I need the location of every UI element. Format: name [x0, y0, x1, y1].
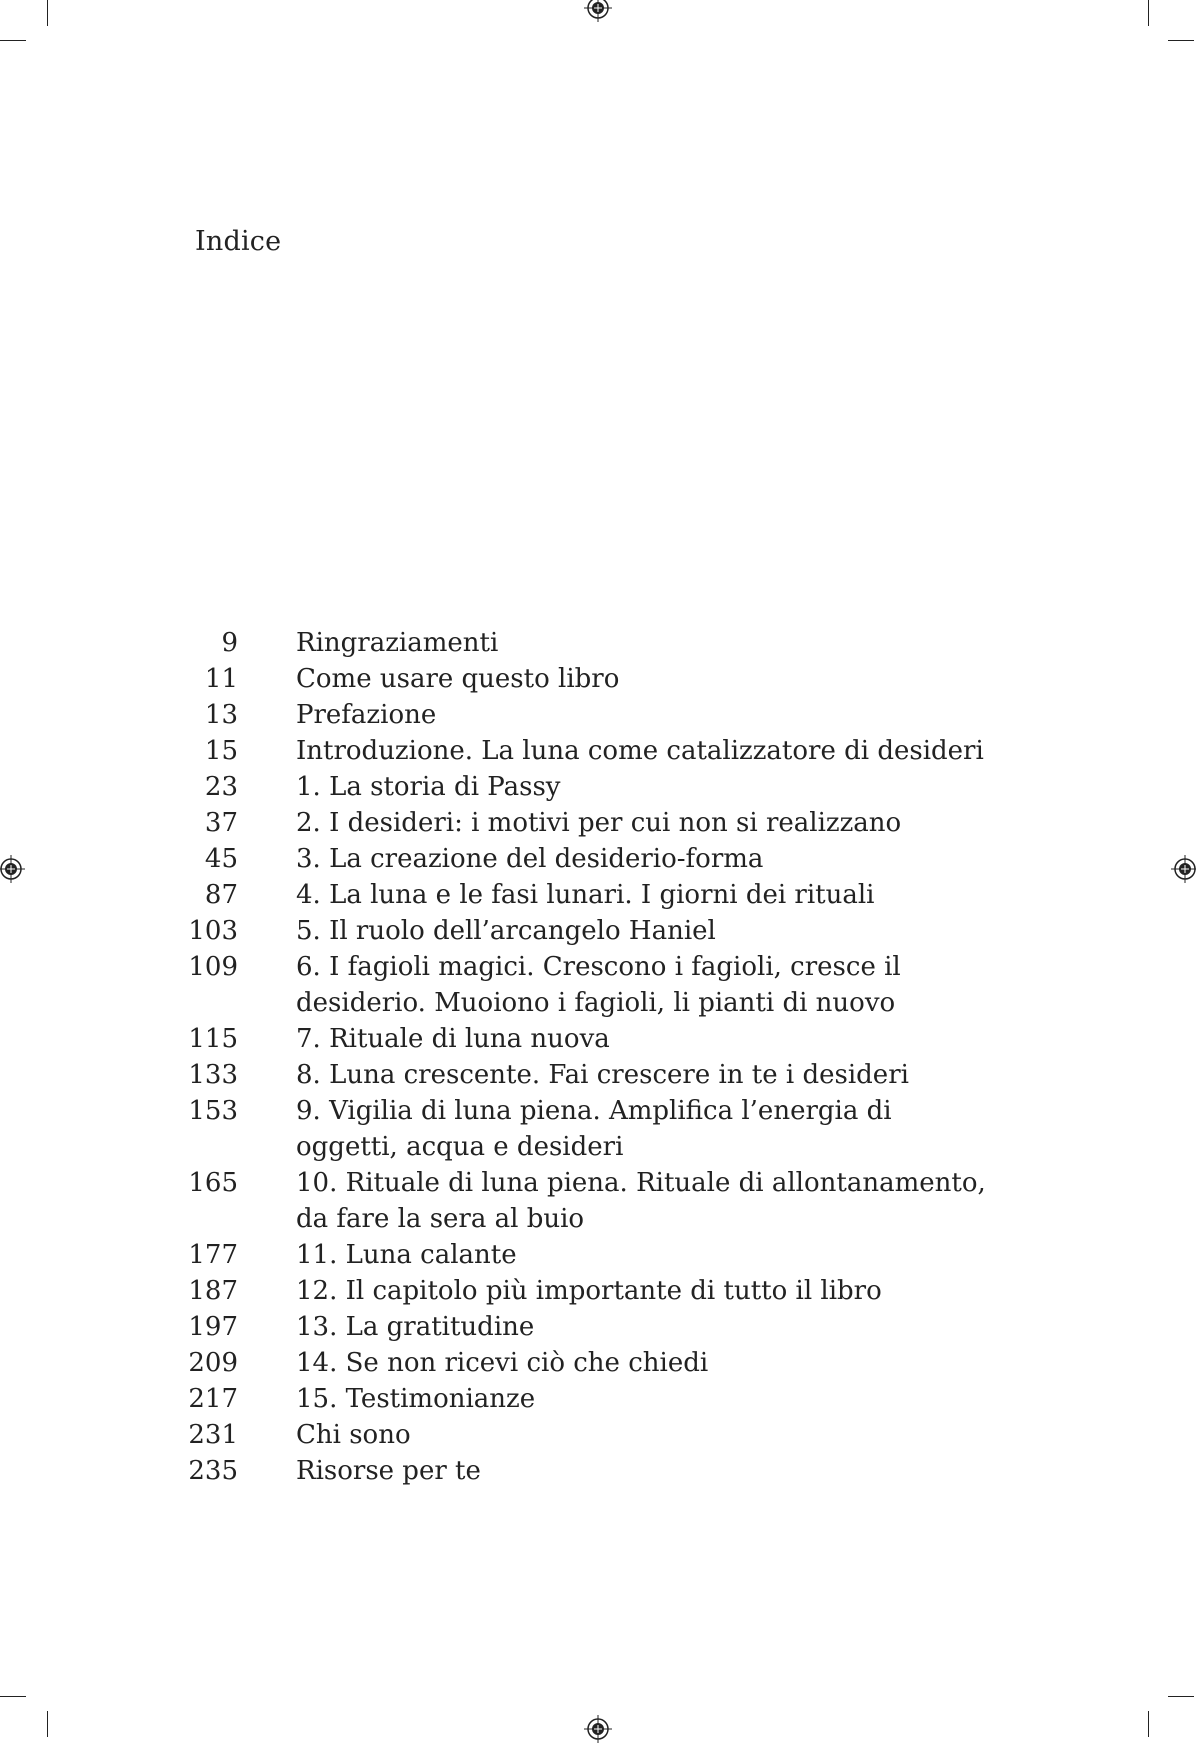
page-title: Indice: [195, 226, 282, 257]
toc-entry: [180, 1453, 1000, 1489]
toc-entry-title: 6. I fagioli magici. Crescono i fagioli, cresce il desiderio. Muoiono i fagioli, li pianti di nuovo: [296, 952, 901, 1018]
toc-page-number: 15: [204, 736, 238, 766]
toc-page-number: 197: [188, 1312, 238, 1342]
toc-entry-title: 11. Luna calante: [296, 1240, 517, 1270]
toc-entry: [180, 1273, 1000, 1309]
toc-entry-title: Prefazione: [296, 700, 437, 730]
toc-page-number: 231: [188, 1420, 238, 1450]
toc-entry: [180, 841, 1000, 877]
toc-entry-title: 3. La creazione del desiderio-forma: [296, 844, 764, 874]
toc-page-number: 109: [188, 952, 238, 982]
toc-entry-title: Ringraziamenti: [296, 628, 499, 658]
toc-entry-title: 13. La gratitudine: [296, 1312, 535, 1342]
crop-mark-top-right-h: [1168, 40, 1194, 41]
toc-page-number: 177: [188, 1240, 238, 1270]
toc-entry: [180, 769, 1000, 805]
toc-entry: [180, 1237, 1000, 1273]
toc-entry-title: 10. Rituale di luna piena. Rituale di allontanamento, da fare la sera al buio: [296, 1168, 986, 1234]
registration-mark-bottom-icon: [584, 1715, 612, 1743]
toc-page-number: 13: [204, 700, 238, 730]
crop-mark-top-left-h: [0, 40, 26, 41]
toc-page-number: 153: [188, 1096, 238, 1126]
crop-mark-top-right: [1148, 0, 1149, 26]
toc-entry: [180, 1309, 1000, 1345]
crop-mark-bottom-right: [1148, 1711, 1149, 1737]
toc-page-number: 11: [204, 664, 238, 694]
toc-entry-title: Chi sono: [296, 1420, 411, 1450]
toc-entry-title: 2. I desideri: i motivi per cui non si realizzano: [296, 808, 902, 838]
toc-page-number: 23: [204, 772, 238, 802]
toc-page-number: 165: [188, 1168, 238, 1198]
toc-entry-title: 8. Luna crescente. Fai crescere in te i desideri: [296, 1060, 909, 1090]
toc-entry: [180, 733, 1000, 769]
toc-entry-title: 5. Il ruolo dell’arcangelo Haniel: [296, 916, 716, 946]
crop-mark-top-left: [47, 0, 48, 26]
toc-page-number: 235: [188, 1456, 238, 1486]
toc-entry: [180, 805, 1000, 841]
toc-entry: [180, 949, 1000, 1021]
toc-entry-title: 4. La luna e le fasi lunari. I giorni dei rituali: [296, 880, 875, 910]
crop-mark-bottom-left-h: [0, 1696, 26, 1697]
toc-page-number: 217: [188, 1384, 238, 1414]
toc-entry: [180, 913, 1000, 949]
toc-entry-title: 9. Vigilia di luna piena. Amplifica l’energia di oggetti, acqua e desideri: [296, 1096, 892, 1162]
toc-page-number: 9: [221, 628, 238, 658]
table-of-contents: [180, 625, 1000, 1489]
toc-page-number: 115: [188, 1024, 238, 1054]
toc-entry-title: Risorse per te: [296, 1456, 481, 1486]
toc-entry: [180, 1165, 1000, 1237]
toc-entry-title: 12. Il capitolo più importante di tutto il libro: [296, 1276, 882, 1306]
toc-entry: [180, 697, 1000, 733]
toc-entry: [180, 625, 1000, 661]
toc-entry: [180, 1345, 1000, 1381]
toc-entry-title: Introduzione. La luna come catalizzatore di desideri: [296, 736, 984, 766]
toc-entry: [180, 1057, 1000, 1093]
registration-mark-top-icon: [584, 0, 612, 22]
toc-entry: [180, 1093, 1000, 1165]
toc-entry-title: 15. Testimonianze: [296, 1384, 536, 1414]
toc-entry-title: Come usare questo libro: [296, 664, 620, 694]
crop-mark-bottom-left: [47, 1711, 48, 1737]
toc-page-number: 133: [188, 1060, 238, 1090]
toc-page-number: 209: [188, 1348, 238, 1378]
toc-page-number: 45: [204, 844, 238, 874]
toc-entry: [180, 1021, 1000, 1057]
toc-page-number: 87: [204, 880, 238, 910]
crop-mark-bottom-right-h: [1168, 1696, 1194, 1697]
toc-page-number: 37: [204, 808, 238, 838]
toc-entry: [180, 661, 1000, 697]
registration-mark-left-icon: [0, 855, 25, 883]
toc-entry-title: 14. Se non ricevi ciò che chiedi: [296, 1348, 709, 1378]
toc-entry: [180, 1417, 1000, 1453]
toc-entry: [180, 1381, 1000, 1417]
toc-entry: [180, 877, 1000, 913]
registration-mark-right-icon: [1171, 855, 1196, 883]
toc-page-number: 103: [188, 916, 238, 946]
toc-entry-title: 1. La storia di Passy: [296, 772, 561, 802]
toc-entry-title: 7. Rituale di luna nuova: [296, 1024, 610, 1054]
toc-page-number: 187: [188, 1276, 238, 1306]
